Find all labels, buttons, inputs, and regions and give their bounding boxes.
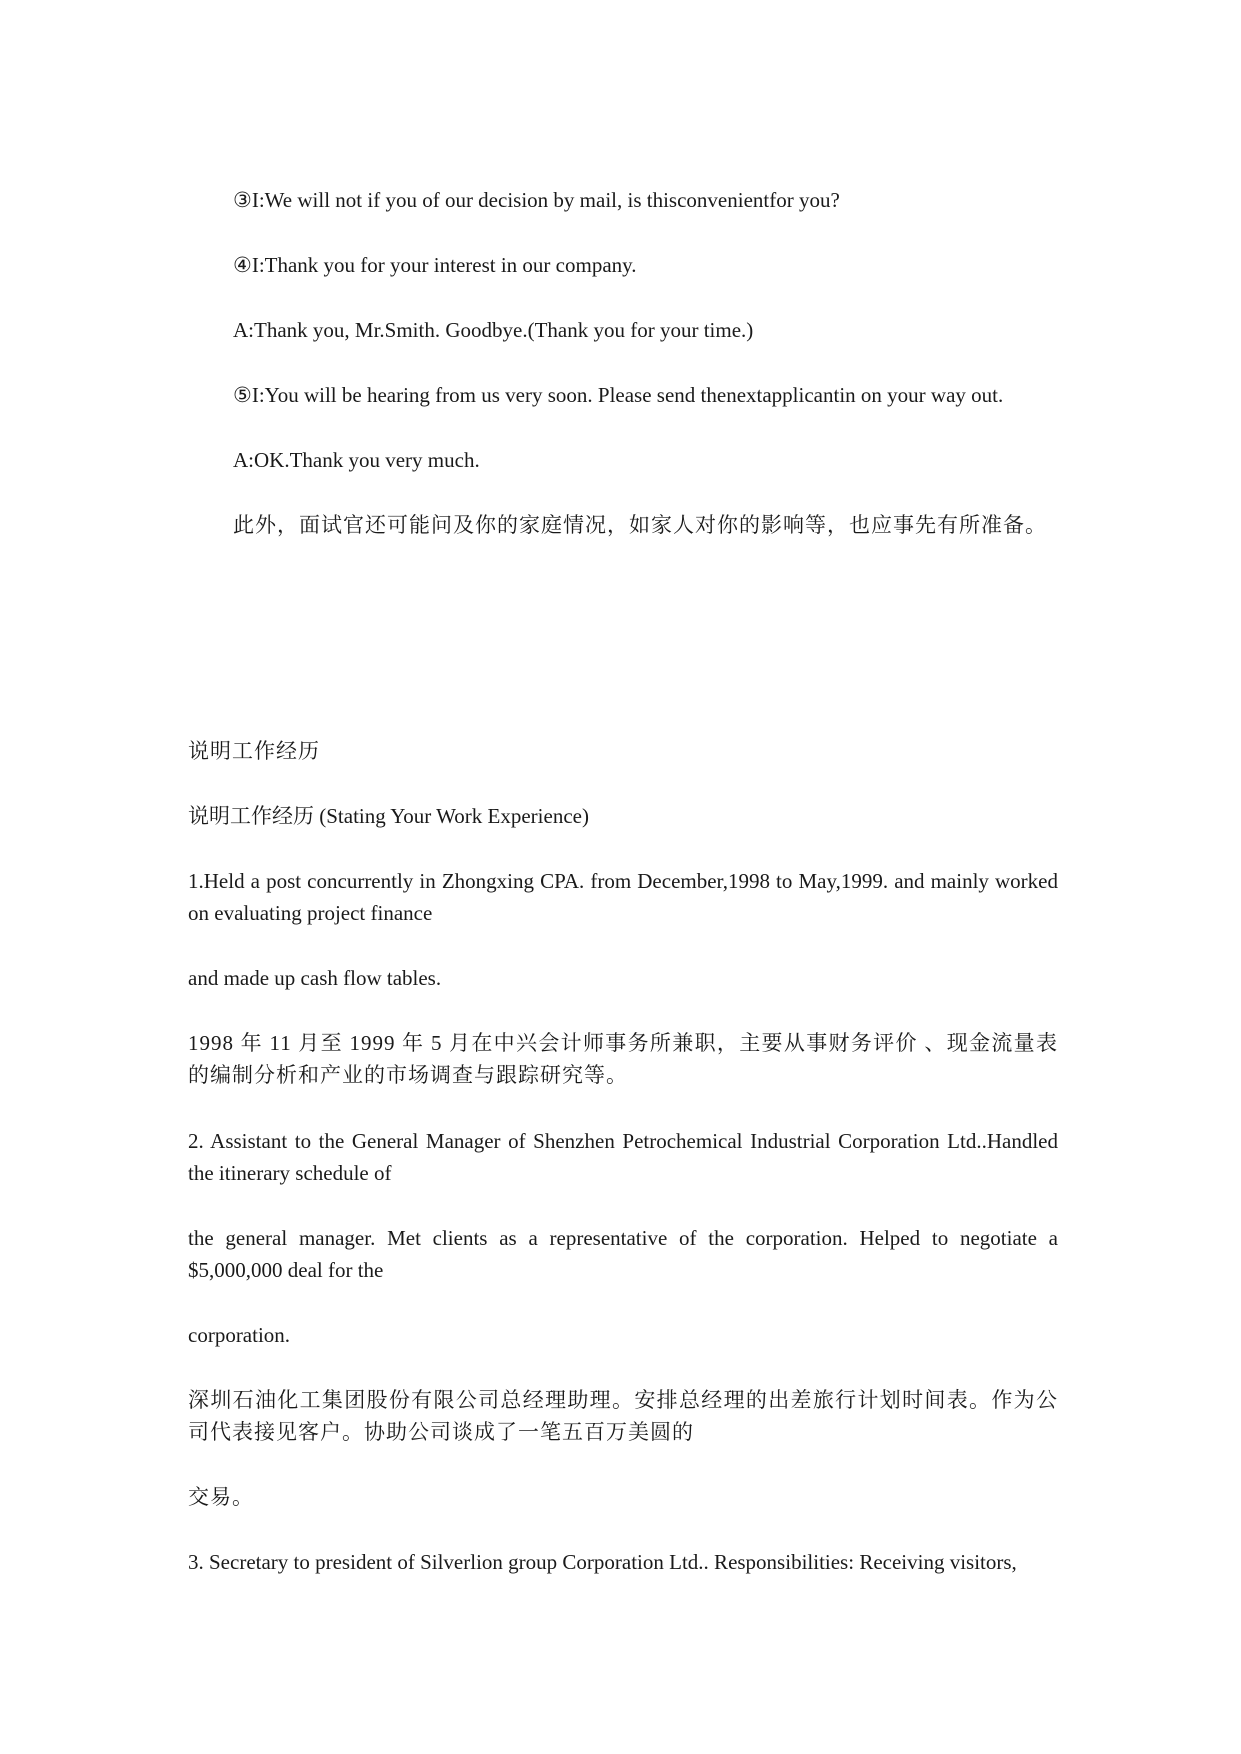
experience-paragraph-2-zh-end: 交易。 (188, 1485, 254, 1509)
experience-paragraph-3: 3. Secretary to president of Silverlion group Corporation Ltd.. Responsibilities: Receiving visitors, (188, 1550, 1017, 1574)
experience-paragraph-2-cont: the general manager. Met clients as a representative of the corporation. Helped to negotiate a $5,000,000 deal for the (188, 1226, 1058, 1282)
dialogue-reply-2: A:OK.Thank you very much. (233, 448, 480, 472)
family-note: 此外，面试官还可能问及你的家庭情况，如家人对你的影响等，也应事先有所准备。 (233, 513, 1047, 537)
experience-paragraph-2-zh: 深圳石油化工集团股份有限公司总经理助理。安排总经理的出差旅行计划时间表。作为公司代表接见客户。协助公司谈成了一笔五百万美圆的 (188, 1388, 1058, 1444)
experience-paragraph-1-zh: 1998 年 11 月至 1999 年 5 月在中兴会计师事务所兼职，主要从事财务评价 、现金流量表的编制分析和产业的市场调查与跟踪研究等。 (188, 1031, 1058, 1087)
experience-paragraph-1: 1.Held a post concurrently in Zhongxing CPA. from December,1998 to May,1999. and mainly worked on evaluating project finance (188, 869, 1058, 925)
section-subheading: 说明工作经历 (Stating Your Work Experience) (188, 804, 589, 828)
experience-paragraph-2: 2. Assistant to the General Manager of Shenzhen Petrochemical Industrial Corporation Ltd..Handled the itinerary schedule of (188, 1129, 1058, 1185)
dialogue-line-4: ④I:Thank you for your interest in our company. (233, 253, 637, 277)
section-heading: 说明工作经历 (188, 739, 320, 763)
dialogue-reply-1: A:Thank you, Mr.Smith. Goodbye.(Thank you for your time.) (233, 318, 754, 342)
dialogue-line-5: ⑤I:You will be hearing from us very soon. Please send thenextapplicantin on your way out. (233, 383, 1004, 407)
experience-paragraph-2-end: corporation. (188, 1323, 291, 1347)
experience-paragraph-1-cont: and made up cash flow tables. (188, 966, 442, 990)
dialogue-line-3: ③I:We will not if you of our decision by mail, is thisconvenientfor you? (233, 188, 840, 212)
